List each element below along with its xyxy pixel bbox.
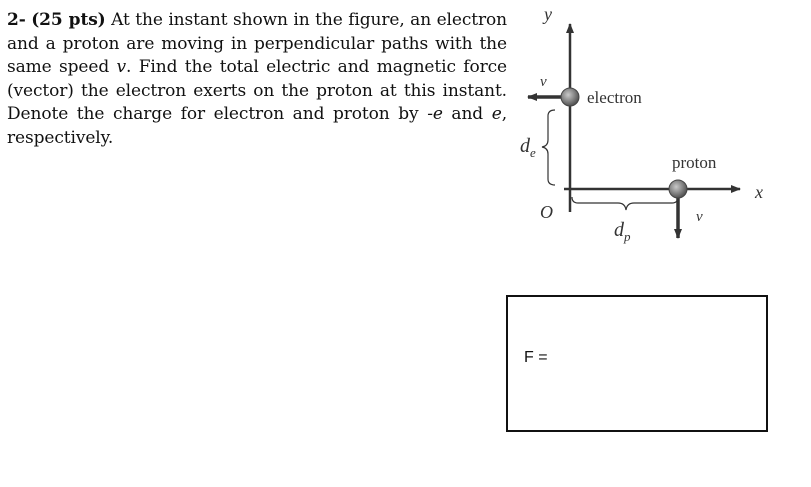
question-text-part-3: and xyxy=(442,104,492,124)
electron-velocity-label: v xyxy=(540,74,547,90)
electron-particle xyxy=(561,88,579,106)
answer-label: F = xyxy=(524,349,548,366)
question-points: (25 pts) xyxy=(31,10,106,30)
question-text-part-1: At the instant shown in the figure, an electron and a proton are moving in perpendicular paths with the same speed xyxy=(7,10,507,77)
dp-brace xyxy=(572,197,678,210)
electron-charge-symbol: -e xyxy=(427,104,443,124)
question-number: 2- xyxy=(7,10,26,30)
proton-particle xyxy=(669,180,687,198)
origin-label: O xyxy=(540,202,553,222)
y-axis-label: y xyxy=(544,4,552,24)
question-text-part-2: . Find the total electric and magnetic force (vector) the electron exerts on the proton at this instant. Denote the charge for electron and proton by xyxy=(7,57,507,124)
electron-label: electron xyxy=(587,88,642,107)
proton-velocity-label: v xyxy=(696,209,703,225)
de-brace xyxy=(542,110,555,185)
question-text-part-4: , respectively. xyxy=(7,104,507,148)
speed-variable: v xyxy=(116,57,127,77)
electron-proton-figure xyxy=(500,0,811,260)
answer-box[interactable] xyxy=(506,295,768,432)
de-label: $d_e$ xyxy=(520,135,536,160)
proton-label: proton xyxy=(672,153,717,172)
question-text xyxy=(7,9,507,150)
x-axis-label: x xyxy=(755,182,763,202)
proton-charge-symbol: e xyxy=(491,104,502,124)
dp-label: $d_p$ xyxy=(614,219,631,244)
